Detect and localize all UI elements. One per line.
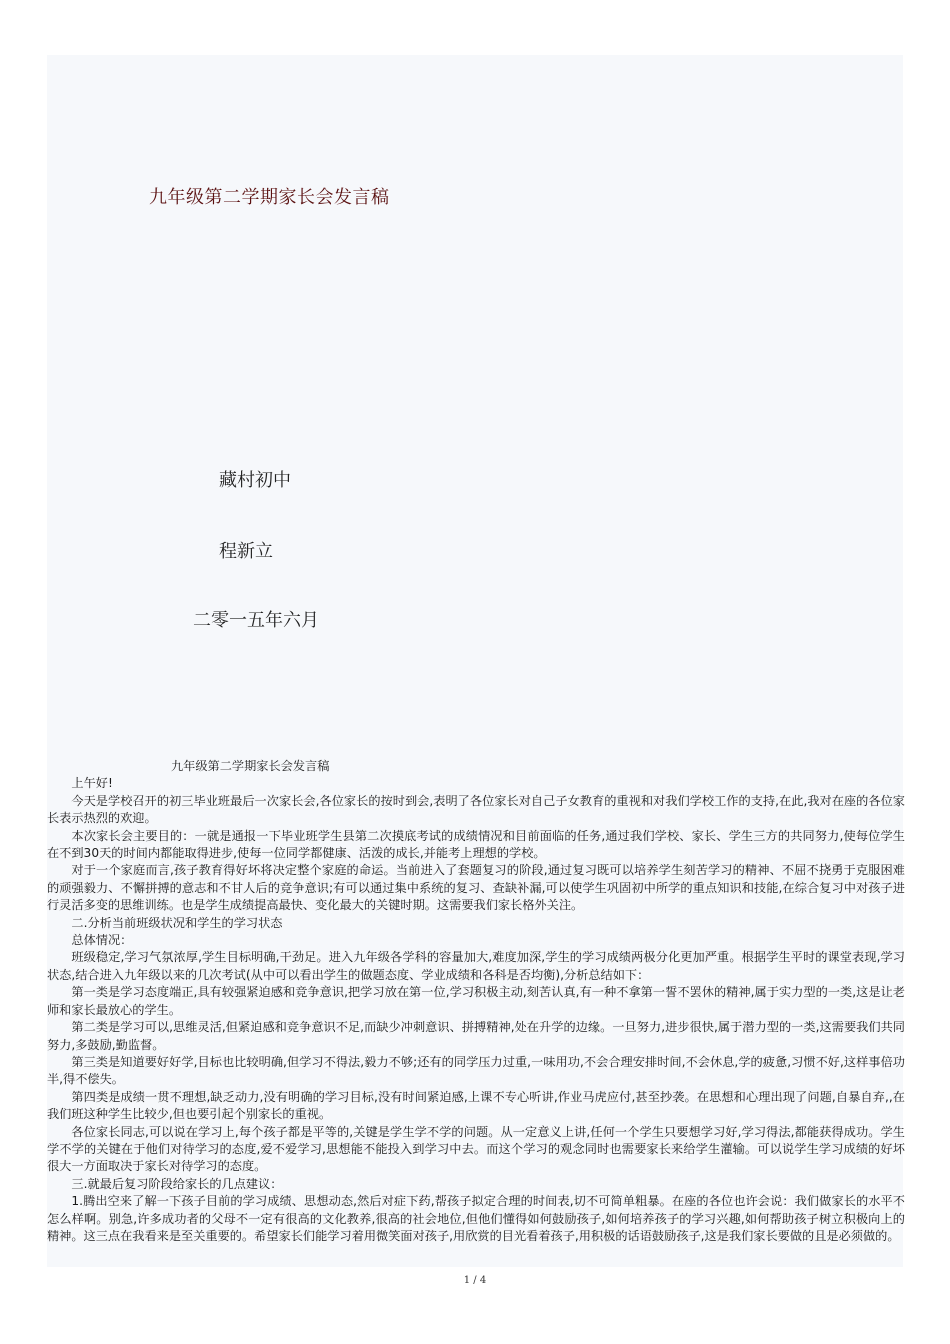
body-paragraph: 1.腾出空来了解一下孩子目前的学习成绩、思想动态,然后对症下药,帮孩子拟定合理的时间表,切不可简单粗暴。在座的各位也许会说：我们做家长的水平不怎么样啊。别急,许多成功者的父母不一定有很高的文化教养,很高的社会地位,但他们懂得如何鼓励孩子,如何培养孩子的学习兴趣,如何帮助孩子树立积极向上的精神。这三点在我看来是至关重要的。希望家长们能学习着用微笑面对孩子,用欣赏的目光看着孩子,用积极的话语鼓励孩子,这是我们家长要做的且是必须做的。	[47, 1194, 905, 1243]
body-paragraph: 第四类是成绩一贯不理想,缺乏动力,没有明确的学习目标,没有时间紧迫感,上课不专心听讲,作业马虎应付,甚至抄袭。在思想和心理出现了问题,自暴自弃,,在我们班这种学生比较少,但也要引起个别家长的重视。	[47, 1089, 905, 1122]
page-number: 1 / 4	[463, 1275, 487, 1286]
body-paragraph: 第三类是知道要好好学,目标也比较明确,但学习不得法,毅力不够;还有的同学压力过重,一味用功,不会合理安排时间,不会休息,学的疲惫,习惯不好,这样事倍功半,得不偿失。	[47, 1054, 905, 1087]
body-paragraph: 本次家长会主要目的：一就是通报一下毕业班学生县第二次摸底考试的成绩情况和目前面临的任务,通过我们学校、家长、学生三方的共同努力,使每位学生在不到30天的时间内都能取得进步,使每一位同学都健康、活泼的成长,并能考上理想的学校。	[47, 828, 905, 861]
cover-author: 程新立	[219, 541, 273, 562]
cover-title: 九年级第二学期家长会发言稿	[149, 187, 390, 208]
section-heading: 三.就最后复习阶段给家长的几点建议：	[71, 1176, 283, 1191]
body-paragraph: 对于一个家庭而言,孩子教育得好坏将决定整个家庭的命运。当前进入了套题复习的阶段,通过复习既可以培养学生刻苦学习的精神、不屈不挠勇于克服困难的顽强毅力、不懈拼搏的意志和不甘人后的竞争意识;有可以通过集中系统的复习、查缺补漏,可以使学生巩固初中所学的重点知识和技能,在综合复习中对孩子进行灵活多变的思维训练。也是学生成绩提高最快、变化最大的关键时期。这需要我们家长格外关注。	[47, 863, 905, 913]
body-paragraph: 各位家长同志,可以说在学习上,每个孩子都是平等的,关键是学生学不学的问题。从一定意义上讲,任何一个学生只要想学习好,学习得法,都能获得成功。学生学不学的关键在于他们对待学习的态度,爱不爱学习,思想能不能投入到学习中去。而这个学习的观念同时也需要家长来给学生灌输。可以说学生学习成绩的好坏很大一方面取决于家长对待学习的态度。	[47, 1124, 905, 1174]
cover-school: 藏村初中	[219, 470, 291, 491]
body-paragraph: 班级稳定,学习气氛浓厚,学生目标明确,干劲足。进入九年级各学科的容量加大,难度加深,学生的学习成绩两极分化更加严重。根据学生平时的课堂表现,学习状态,结合进入九年级以来的几次考试(从中可以看出学生的做题态度、学业成绩和各科是否均衡),分析总结如下：	[47, 950, 905, 982]
section-heading: 二.分析当前班级状况和学生的学习状态	[71, 915, 283, 930]
speech-title: 九年级第二学期家长会发言稿	[171, 759, 330, 773]
body-paragraph: 第二类是学习可以,思维灵活,但紧迫感和竞争意识不足,而缺少冲刺意识、拼搏精神,处在升学的边缘。一旦努力,进步很快,属于潜力型的一类,这需要我们共同努力,多鼓励,勤监督。	[47, 1020, 905, 1052]
body-paragraph: 第一类是学习态度端正,具有较强紧迫感和竞争意识,把学习放在第一位,学习积极主动,刻苦认真,有一种不拿第一誓不罢休的精神,属于实力型的一类,这是让老师和家长最放心的学生。	[47, 985, 905, 1017]
greeting-paragraph: 上午好!	[71, 776, 113, 791]
body-paragraph: 今天是学校召开的初三毕业班最后一次家长会,各位家长的按时到会,表明了各位家长对自己子女教育的重视和对我们学校工作的支持,在此,我对在座的各位家长表示热烈的欢迎。	[47, 793, 905, 826]
cover-date: 二零一五年六月	[193, 610, 319, 631]
speech-body	[47, 758, 905, 1245]
subsection-heading: 总体情况：	[71, 933, 133, 948]
